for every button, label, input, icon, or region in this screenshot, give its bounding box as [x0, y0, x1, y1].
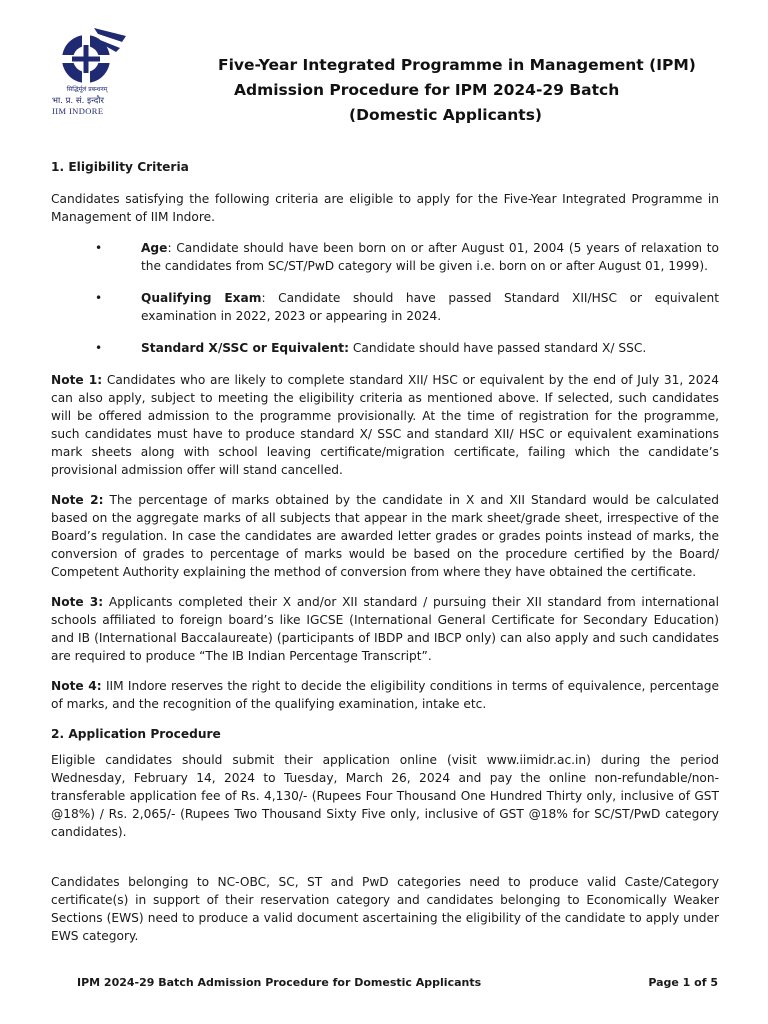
- note-4: [51, 677, 719, 713]
- eligibility-heading: 1. Eligibility Criteria: [51, 160, 189, 174]
- note-text: The percentage of marks obtained by the candidate in X and XII Standard would be calculated based on the aggregate marks of all subjects that appear in the mark sheet/grade sheet, irrespective of the Board’s regulation. In case the candidates are awarded letter grades or grades points instead of marks, the conversion of grades to percentage of marks would be based on the procedure certified by the Board/ Competent Authority explaining the method of conversion from where they have obtained the certificate.: [51, 493, 719, 579]
- criteria-label: Qualifying Exam: [141, 291, 262, 305]
- bullet: •: [95, 341, 103, 355]
- bullet: •: [95, 291, 103, 305]
- criteria-list: [51, 239, 719, 357]
- note-1: [51, 371, 719, 479]
- document-body: [51, 158, 719, 957]
- criteria-text: Candidate should have been born on or after August 01, 2004 (5 years of relaxation to the candidates from SC/ST/PwD category will be given i.e. born on or after August 01, 1999).: [141, 241, 719, 273]
- spacer: [51, 853, 719, 873]
- title-line-1: Five-Year Integrated Programme in Management (IPM): [218, 56, 696, 74]
- criteria-separator: :: [344, 341, 349, 355]
- application-procedure-paragraph: Eligible candidates should submit their application online (visit www.iimidr.ac.in) during the period Wednesday, February 14, 2024 to Tuesday, March 26, 2024 and pay the online non-refundable/non-transferable application fee of Rs. 4,130/- (Rupees Four Thousand One Hundred Thirty only, inclusive of GST @18%) / Rs. 2,065/- (Rupees Two Thousand Sixty Five only, inclusive of GST @18% for SC/ST/PwD category candidates).: [51, 753, 719, 839]
- criteria-item-qualifying-exam: [51, 289, 719, 325]
- criteria-item-age: [51, 239, 719, 275]
- title-line-3: (Domestic Applicants): [349, 106, 543, 124]
- note-label: Note 1:: [51, 373, 103, 387]
- title-line-2: Admission Procedure for IPM 2024-29 Batch: [234, 81, 620, 99]
- iim-logo-emblem-icon: [50, 26, 128, 84]
- criteria-label: Standard X/SSC or Equivalent: [141, 341, 345, 355]
- logo-hindi-name: भा. प्र. सं. इन्दौर: [52, 96, 104, 106]
- note-text: Candidates who are likely to complete standard XII/ HSC or equivalent by the end of July 31, 2024 can also apply, subject to meeting the eligibility criteria as mentioned above. If selected, such candidates will be offered admission to the programme provisionally. At the time of registration for the programme, such candidates must have to produce standard X/ SSC and standard XII/ HSC or equivalent examinations mark sheets along with school leaving certificate/migration certificate, failing which the candidate’s provisional admission offer will stand cancelled.: [51, 373, 719, 477]
- criteria-item-standard-x: [51, 339, 719, 357]
- note-3: [51, 593, 719, 665]
- footer-page-number: Page 1 of 5: [648, 976, 718, 989]
- criteria-text: Candidate should have passed standard X/ SSC.: [349, 341, 647, 355]
- footer-document-title: IPM 2024-29 Batch Admission Procedure for Domestic Applicants: [77, 976, 482, 989]
- note-label: Note 3:: [51, 595, 104, 609]
- eligibility-intro: Candidates satisfying the following criteria are eligible to apply for the Five-Year Integrated Programme in Management of IIM Indore.: [51, 192, 719, 224]
- application-procedure-heading: 2. Application Procedure: [51, 727, 221, 741]
- criteria-separator: :: [167, 241, 172, 255]
- criteria-text: Candidate should have passed Standard XII/HSC or equivalent examination in 2022, 2023 or appearing in 2024.: [141, 291, 719, 323]
- iim-indore-logo: [50, 26, 130, 122]
- note-label: Note 4:: [51, 679, 102, 693]
- logo-motto: सिद्धिर्मूलं प्रबन्धनम्: [66, 86, 108, 93]
- bullet: •: [95, 241, 103, 255]
- note-text: IIM Indore reserves the right to decide the eligibility conditions in terms of equivalence, percentage of marks, and the recognition of the qualifying examination, intake etc.: [51, 679, 720, 711]
- note-label: Note 2:: [51, 493, 104, 507]
- criteria-label: Age: [141, 241, 168, 255]
- criteria-separator: :: [261, 291, 266, 305]
- logo-institute-name: IIM INDORE: [52, 106, 104, 116]
- note-2: [51, 491, 719, 581]
- category-certificate-paragraph: Candidates belonging to NC-OBC, SC, ST and PwD categories need to produce valid Caste/Category certificate(s) in support of their reservation category and candidates belonging to Economically Weaker Sections (EWS) need to produce a valid document ascertaining the eligibility of the candidate to apply under EWS category.: [51, 875, 719, 943]
- note-text: Applicants completed their X and/or XII standard / pursuing their XII standard from international schools affiliated to foreign board’s like IGCSE (International General Certificate for Secondary Education) and IB (International Baccalaureate) (participants of IBDP and IBCP only) can also apply and such candidates are required to produce “The IB Indian Percentage Transcript”.: [51, 595, 720, 663]
